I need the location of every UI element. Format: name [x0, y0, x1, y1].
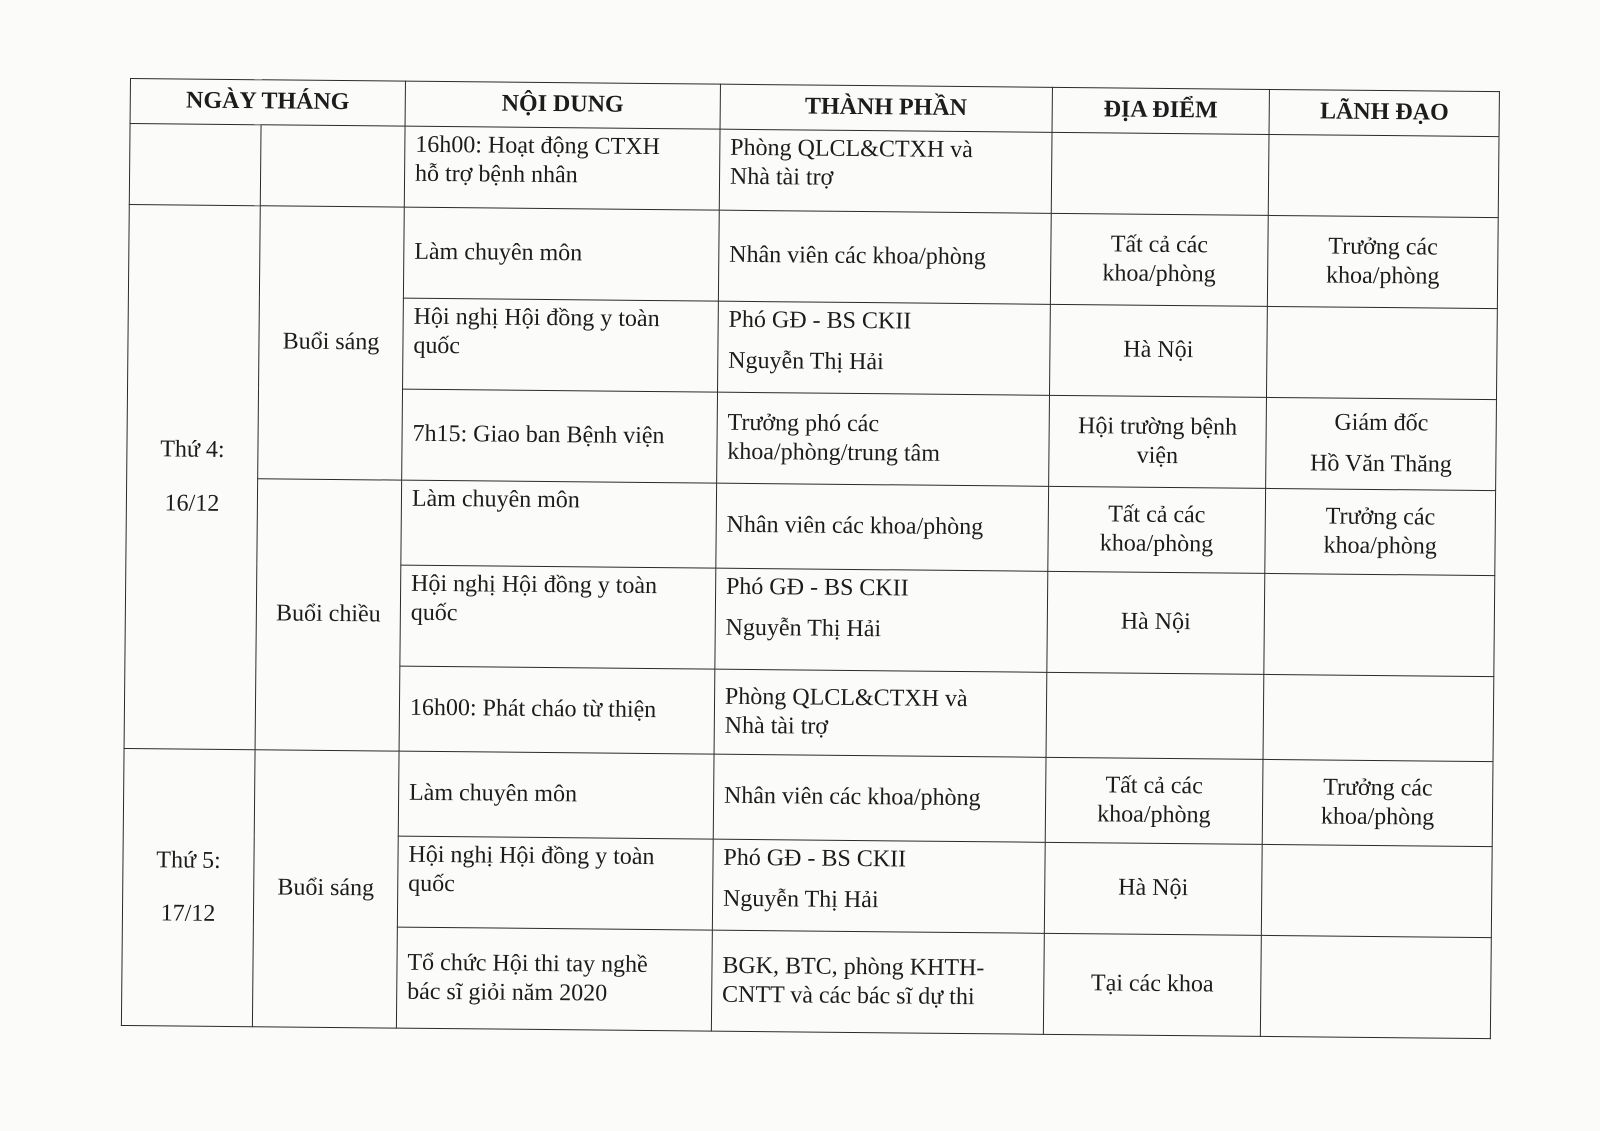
content-text: quốc	[413, 332, 461, 360]
members-text: Nhân viên các khoa/phòng	[723, 783, 981, 812]
members-cell	[715, 568, 1048, 672]
members-text: BGK, BTC, phòng KHTH-	[722, 952, 985, 981]
members-text: Nguyễn Thị Hải	[728, 348, 884, 376]
place-cell	[1046, 672, 1264, 759]
members-text: Nguyễn Thị Hải	[722, 885, 879, 914]
members-cell	[716, 483, 1049, 571]
lead-text: khoa/phòng	[1323, 532, 1437, 560]
members-cell	[717, 301, 1050, 395]
place-cell	[1044, 842, 1263, 935]
lead-cell	[1264, 573, 1495, 676]
lead-cell	[1261, 935, 1492, 1038]
content-cell	[396, 927, 712, 1031]
place-cell	[1045, 757, 1263, 844]
session-cell: Buổi sáng	[252, 750, 398, 1028]
content-text: Hội nghị Hội đồng y toàn	[410, 570, 658, 600]
lead-text: Trưởng các	[1323, 774, 1433, 802]
content-text: Tổ chức Hội thi tay nghề	[407, 949, 648, 978]
place-text: Hà Nội	[1118, 874, 1189, 902]
day-label: Thứ 4:	[160, 436, 225, 464]
content-text: Làm chuyên môn	[411, 485, 580, 514]
lead-cell	[1268, 134, 1499, 217]
place-cell	[1049, 304, 1268, 397]
content-text: 16h00: Hoạt động CTXH	[415, 131, 661, 161]
place-cell	[1043, 933, 1262, 1036]
content-text: 7h15: Giao ban Bệnh viện	[412, 421, 665, 450]
content-cell	[399, 666, 715, 754]
content-text: 16h00: Phát cháo từ thiện	[409, 695, 657, 724]
lead-cell	[1267, 306, 1498, 399]
place-cell	[1048, 395, 1267, 488]
content-cell	[402, 389, 718, 483]
members-text: CNTT và các bác sĩ dự thi	[721, 981, 975, 1011]
session-cell-empty	[260, 125, 405, 207]
content-cell	[398, 751, 714, 839]
members-text: Nhân viên các khoa/phòng	[726, 512, 984, 541]
day-cell	[121, 748, 255, 1026]
header-lead: LÃNH ĐẠO	[1269, 89, 1499, 136]
members-cell	[719, 129, 1051, 213]
content-text: Làm chuyên môn	[408, 780, 578, 808]
content-cell	[401, 480, 717, 568]
members-cell	[711, 930, 1044, 1034]
content-text: hỗ trợ bệnh nhân	[414, 161, 578, 189]
lead-cell	[1266, 397, 1497, 490]
members-text: Nhà tài trợ	[729, 164, 834, 192]
day-date: 17/12	[160, 900, 216, 927]
place-text: Hà Nội	[1123, 336, 1194, 364]
content-text: quốc	[408, 870, 455, 898]
day-label: Thứ 5:	[156, 847, 221, 874]
table-row	[129, 124, 1499, 218]
place-cell	[1051, 132, 1269, 215]
lead-cell	[1262, 759, 1493, 846]
lead-cell	[1268, 215, 1499, 308]
lead-cell	[1263, 674, 1494, 761]
members-cell	[717, 392, 1050, 486]
place-cell	[1046, 571, 1265, 674]
members-text: Phó GĐ - BS CKII	[728, 306, 912, 335]
lead-cell	[1265, 488, 1496, 575]
place-text: Hà Nội	[1120, 608, 1191, 636]
place-text: khoa/phòng	[1097, 801, 1211, 829]
place-text: Tại các khoa	[1090, 970, 1214, 998]
members-text: Trưởng phó các	[727, 409, 880, 437]
place-text: khoa/phòng	[1102, 260, 1216, 288]
schedule-table	[121, 78, 1500, 1039]
lead-text: khoa/phòng	[1320, 803, 1435, 831]
header-date: NGÀY THÁNG	[130, 79, 405, 127]
header-place: ĐỊA ĐIỂM	[1052, 87, 1270, 134]
members-cell	[714, 669, 1047, 757]
lead-text: Giám đốc	[1334, 409, 1429, 437]
content-text: Hội nghị Hội đồng y toàn	[413, 303, 660, 333]
content-cell	[400, 565, 716, 669]
session-cell: Buổi sáng	[258, 206, 404, 480]
lead-cell	[1262, 844, 1493, 937]
place-text: viện	[1136, 442, 1179, 470]
lead-text: Trưởng các	[1325, 503, 1436, 531]
header-members: THÀNH PHẦN	[720, 84, 1052, 132]
place-cell	[1047, 486, 1265, 573]
content-text: bác sĩ giỏi năm 2020	[407, 978, 608, 1007]
table-row	[126, 477, 1496, 575]
lead-text: Trưởng các	[1328, 233, 1438, 261]
lead-text: khoa/phòng	[1326, 262, 1440, 290]
date-cell-empty	[129, 124, 261, 206]
members-cell	[712, 839, 1045, 933]
place-text: Hội trường bệnh	[1078, 412, 1238, 441]
place-text: Tất cả các	[1110, 231, 1209, 259]
content-cell	[402, 298, 718, 392]
session-cell: Buổi chiều	[255, 479, 401, 751]
members-text: Phòng QLCL&CTXH và	[730, 134, 974, 164]
members-text: Phòng QLCL&CTXH và	[724, 683, 968, 712]
members-text: Phó GĐ - BS CKII	[725, 573, 909, 602]
members-cell	[713, 754, 1046, 842]
place-text: Tất cả các	[1105, 772, 1203, 800]
day-cell	[124, 204, 260, 749]
content-text: quốc	[410, 599, 458, 627]
content-cell	[397, 836, 713, 930]
content-text: Hội nghị Hội đồng y toàn	[408, 841, 655, 871]
day-date: 16/12	[164, 489, 220, 517]
table-row	[123, 748, 1493, 846]
table-row	[128, 204, 1498, 308]
members-text: Phó GĐ - BS CKII	[723, 844, 907, 873]
place-cell	[1050, 213, 1269, 306]
place-text: Tất cả các	[1108, 501, 1206, 529]
lead-text: Hồ Văn Thăng	[1309, 450, 1452, 478]
members-text: Nguyễn Thị Hải	[725, 615, 882, 643]
content-cell	[404, 126, 720, 210]
place-text: khoa/phòng	[1099, 530, 1214, 558]
members-text: Nhà tài trợ	[724, 712, 829, 740]
members-cell	[718, 210, 1051, 304]
header-content: NỘI DUNG	[405, 81, 720, 129]
members-text: khoa/phòng/trung tâm	[727, 438, 941, 467]
content-cell	[403, 207, 719, 301]
members-text: Nhân viên các khoa/phòng	[729, 242, 986, 271]
content-text: Làm chuyên môn	[414, 239, 583, 267]
